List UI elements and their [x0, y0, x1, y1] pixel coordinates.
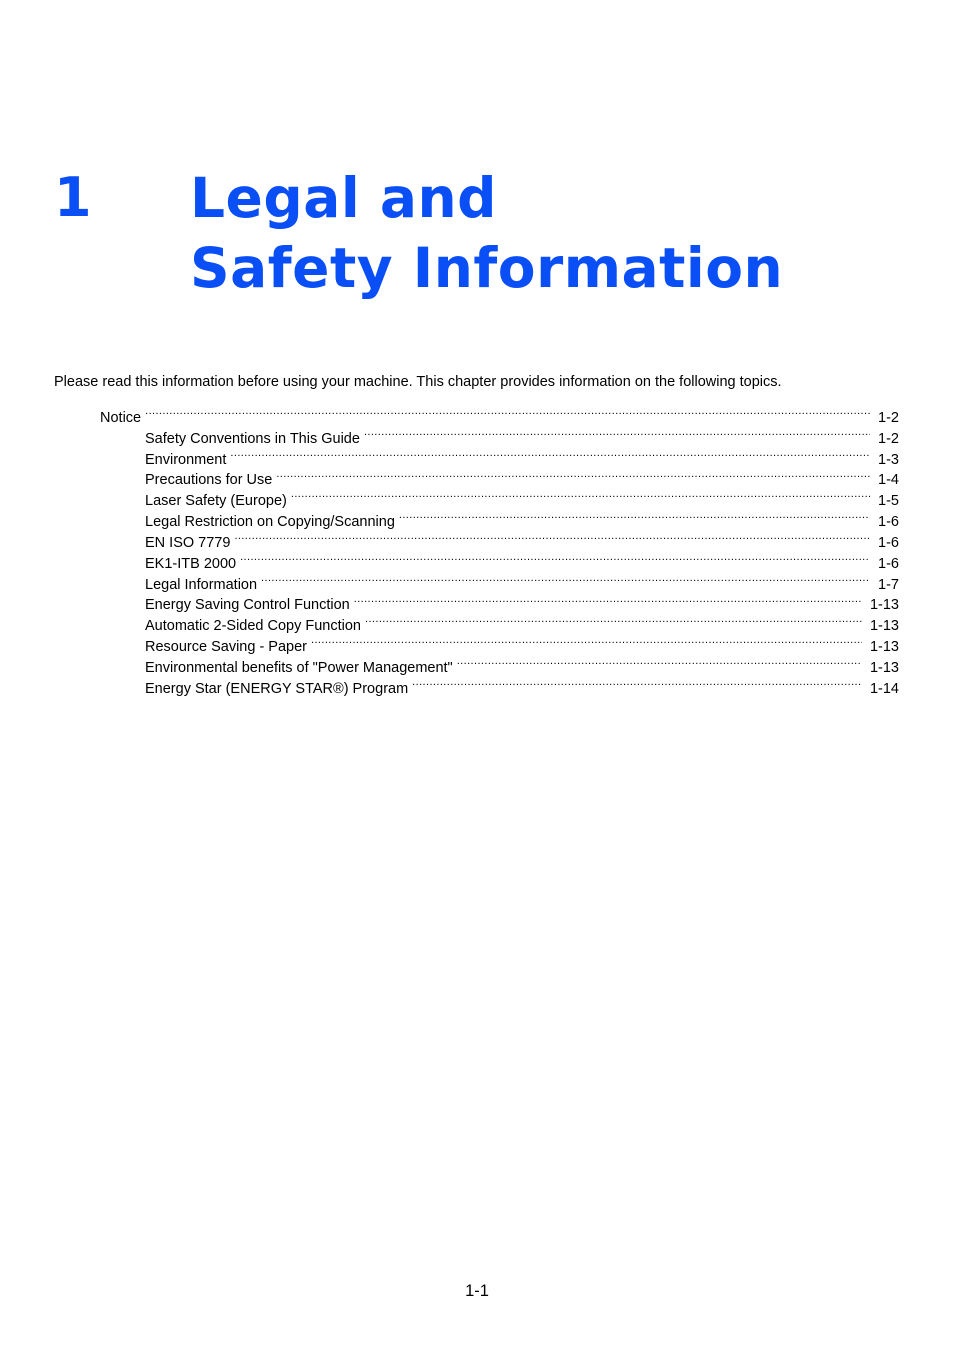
- toc-entry-label: Precautions for Use: [145, 472, 273, 489]
- toc-entry-label: Notice: [100, 409, 142, 426]
- toc-dot-leader: [145, 401, 870, 422]
- toc-dot-leader: [365, 609, 862, 630]
- chapter-title: [190, 163, 783, 303]
- toc-entry[interactable]: [0, 484, 954, 510]
- toc-entry-label: Safety Conventions in This Guide: [145, 430, 360, 447]
- toc-entry-page: 1-6: [878, 514, 899, 531]
- toc-entry-page: 1-6: [878, 534, 899, 551]
- toc-entry[interactable]: [0, 568, 954, 593]
- toc-entry[interactable]: [0, 464, 954, 489]
- toc-dot-leader: [399, 505, 870, 526]
- toc-dot-leader: [364, 422, 870, 443]
- toc-entry-page: 1-2: [878, 430, 899, 447]
- toc-entry-label: Legal Restriction on Copying/Scanning: [145, 514, 395, 531]
- toc-entry-page: 1-3: [878, 451, 899, 468]
- table-of-contents: [0, 401, 954, 697]
- toc-entry[interactable]: [0, 589, 954, 614]
- toc-entry[interactable]: [0, 443, 954, 468]
- intro-paragraph: Please read this information before using your machine. This chapter provides information on the following topics.: [54, 374, 782, 390]
- toc-entry-page: 1-4: [878, 472, 899, 489]
- toc-entry-label: Energy Saving Control Function: [145, 597, 350, 614]
- toc-entry-label: Resource Saving - Paper: [145, 639, 307, 656]
- toc-entry[interactable]: [0, 526, 954, 551]
- toc-dot-leader: [276, 464, 870, 485]
- toc-entry-label: Environment: [145, 451, 227, 468]
- toc-entry-label: Environmental benefits of "Power Management": [145, 659, 453, 676]
- toc-dot-leader: [240, 547, 870, 568]
- toc-dot-leader: [354, 589, 862, 610]
- chapter-title-line-1: Legal and: [190, 166, 497, 230]
- toc-entry-page: 1-2: [878, 409, 899, 426]
- toc-dot-leader: [291, 484, 870, 505]
- toc-entry-page: 1-13: [869, 659, 899, 676]
- chapter-title-line-2: Safety Information: [190, 236, 784, 300]
- toc-entry-page: 1-13: [869, 639, 899, 656]
- toc-entry[interactable]: [0, 422, 954, 447]
- toc-dot-leader: [412, 672, 862, 693]
- toc-entry[interactable]: [0, 651, 954, 676]
- toc-entry-page: 1-14: [869, 680, 899, 697]
- toc-entry-label: Laser Safety (Europe): [145, 493, 287, 510]
- toc-entry-label: EN ISO 7779: [145, 534, 231, 551]
- toc-entry[interactable]: [0, 505, 954, 531]
- toc-entry[interactable]: [0, 609, 954, 635]
- toc-dot-leader: [311, 630, 862, 651]
- toc-entry[interactable]: [0, 401, 954, 426]
- toc-dot-leader: [457, 651, 862, 672]
- toc-entry-label: Legal Information: [145, 576, 258, 593]
- toc-dot-leader: [261, 568, 870, 589]
- toc-entry-label: Automatic 2-Sided Copy Function: [145, 618, 361, 635]
- page-number: 1-1: [465, 1282, 489, 1300]
- toc-entry-label: Energy Star (ENERGY STAR®) Program: [145, 680, 409, 697]
- toc-entry[interactable]: [0, 630, 954, 656]
- toc-entry-page: 1-13: [869, 597, 899, 614]
- toc-entry[interactable]: [0, 547, 954, 572]
- chapter-number: 1: [54, 166, 92, 229]
- toc-dot-leader: [230, 443, 870, 464]
- toc-dot-leader: [234, 526, 870, 547]
- toc-entry-page: 1-6: [878, 555, 899, 572]
- toc-entry-label: EK1-ITB 2000: [145, 555, 237, 572]
- toc-entry-page: 1-13: [869, 618, 899, 635]
- toc-entry-page: 1-5: [878, 493, 899, 510]
- toc-entry-page: 1-7: [878, 576, 899, 593]
- toc-entry[interactable]: [0, 672, 954, 697]
